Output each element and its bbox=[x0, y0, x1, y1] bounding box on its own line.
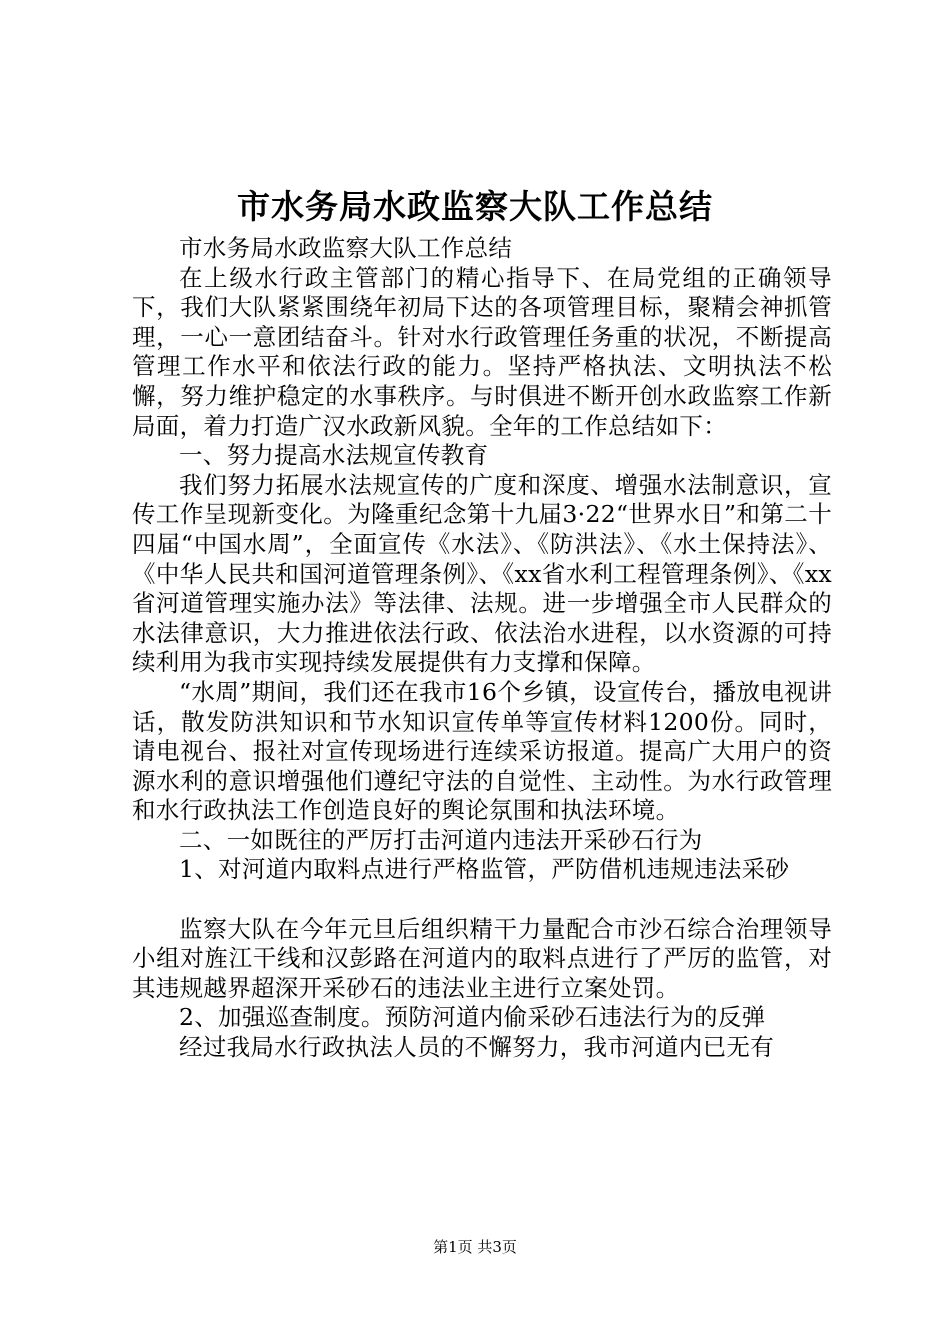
subsection-heading-2: 2、加强巡查制度。预防河道内偷采砂石违法行为的反弹 bbox=[179, 1003, 766, 1032]
intro-paragraph: 在上级水行政主管部门的精心指导下、在局党组的正确领导下，我们大队紧紧围绕年初局下达的各项管理目标，聚精会神抓管理，一心一意团结奋斗。针对水行政管理任务重的状况，不断提高管理工作水平和依法行政的能力。坚持严格执法、文明执法不松懈，努力维护稳定的水事秩序。与时俱进不断开创水政监察工作新局面，着力打造广汉水政新风貌。全年的工作总结如下： bbox=[132, 263, 832, 440]
body-paragraph: “水周”期间，我们还在我市16个乡镇，设宣传台，播放电视讲话，散发防洪知识和节水知识宣传单等宣传材料1200份。同时，请电视台、报社对宣传现场进行连续采访报道。提高广大用户的资源水利的意识增强他们遵纪守法的自觉性、主动性。为水行政管理和水行政执法工作创造良好的舆论氛围和执法环境。 bbox=[132, 677, 832, 825]
body-paragraph: 我们努力拓展水法规宣传的广度和深度、增强水法制意识，宣传工作呈现新变化。为隆重纪念第十九届3·22“世界水日”和第二十四届“中国水周”，全面宣传《水法》、《防洪法》、《水土保持法》、《中华人民共和国河道管理条例》、《xx省水利工程管理条例》、《xx省河道管理实施办法》等法律、法规。进一步增强全市人民群众的水法律意识，大力推进依法行政、依法治水进程，以水资源的可持续利用为我市实现持续发展提供有力支撑和保障。 bbox=[132, 470, 832, 677]
document-title: 市水务局水政监察大队工作总结 bbox=[237, 187, 713, 226]
body-paragraph: 经过我局水行政执法人员的不懈努力，我市河道内已无有 bbox=[179, 1033, 774, 1062]
document-body bbox=[132, 234, 832, 1063]
section-heading-2: 二、一如既往的严厉打击河道内违法开采砂石行为 bbox=[179, 825, 703, 854]
page-number-footer: 第1页 共3页 bbox=[433, 1238, 517, 1256]
subtitle-paragraph: 市水务局水政监察大队工作总结 bbox=[179, 234, 513, 262]
section-heading-1: 一、努力提高水法规宣传教育 bbox=[179, 441, 489, 470]
subsection-heading-1: 1、对河道内取料点进行严格监管，严防借机违规违法采砂 bbox=[179, 855, 790, 884]
body-paragraph: 监察大队在今年元旦后组织精干力量配合市沙石综合治理领导小组对旌江干线和汉彭路在河道内的取料点进行了严厉的监管，对其违规越界超深开采砂石的违法业主进行立案处罚。 bbox=[132, 914, 832, 1002]
